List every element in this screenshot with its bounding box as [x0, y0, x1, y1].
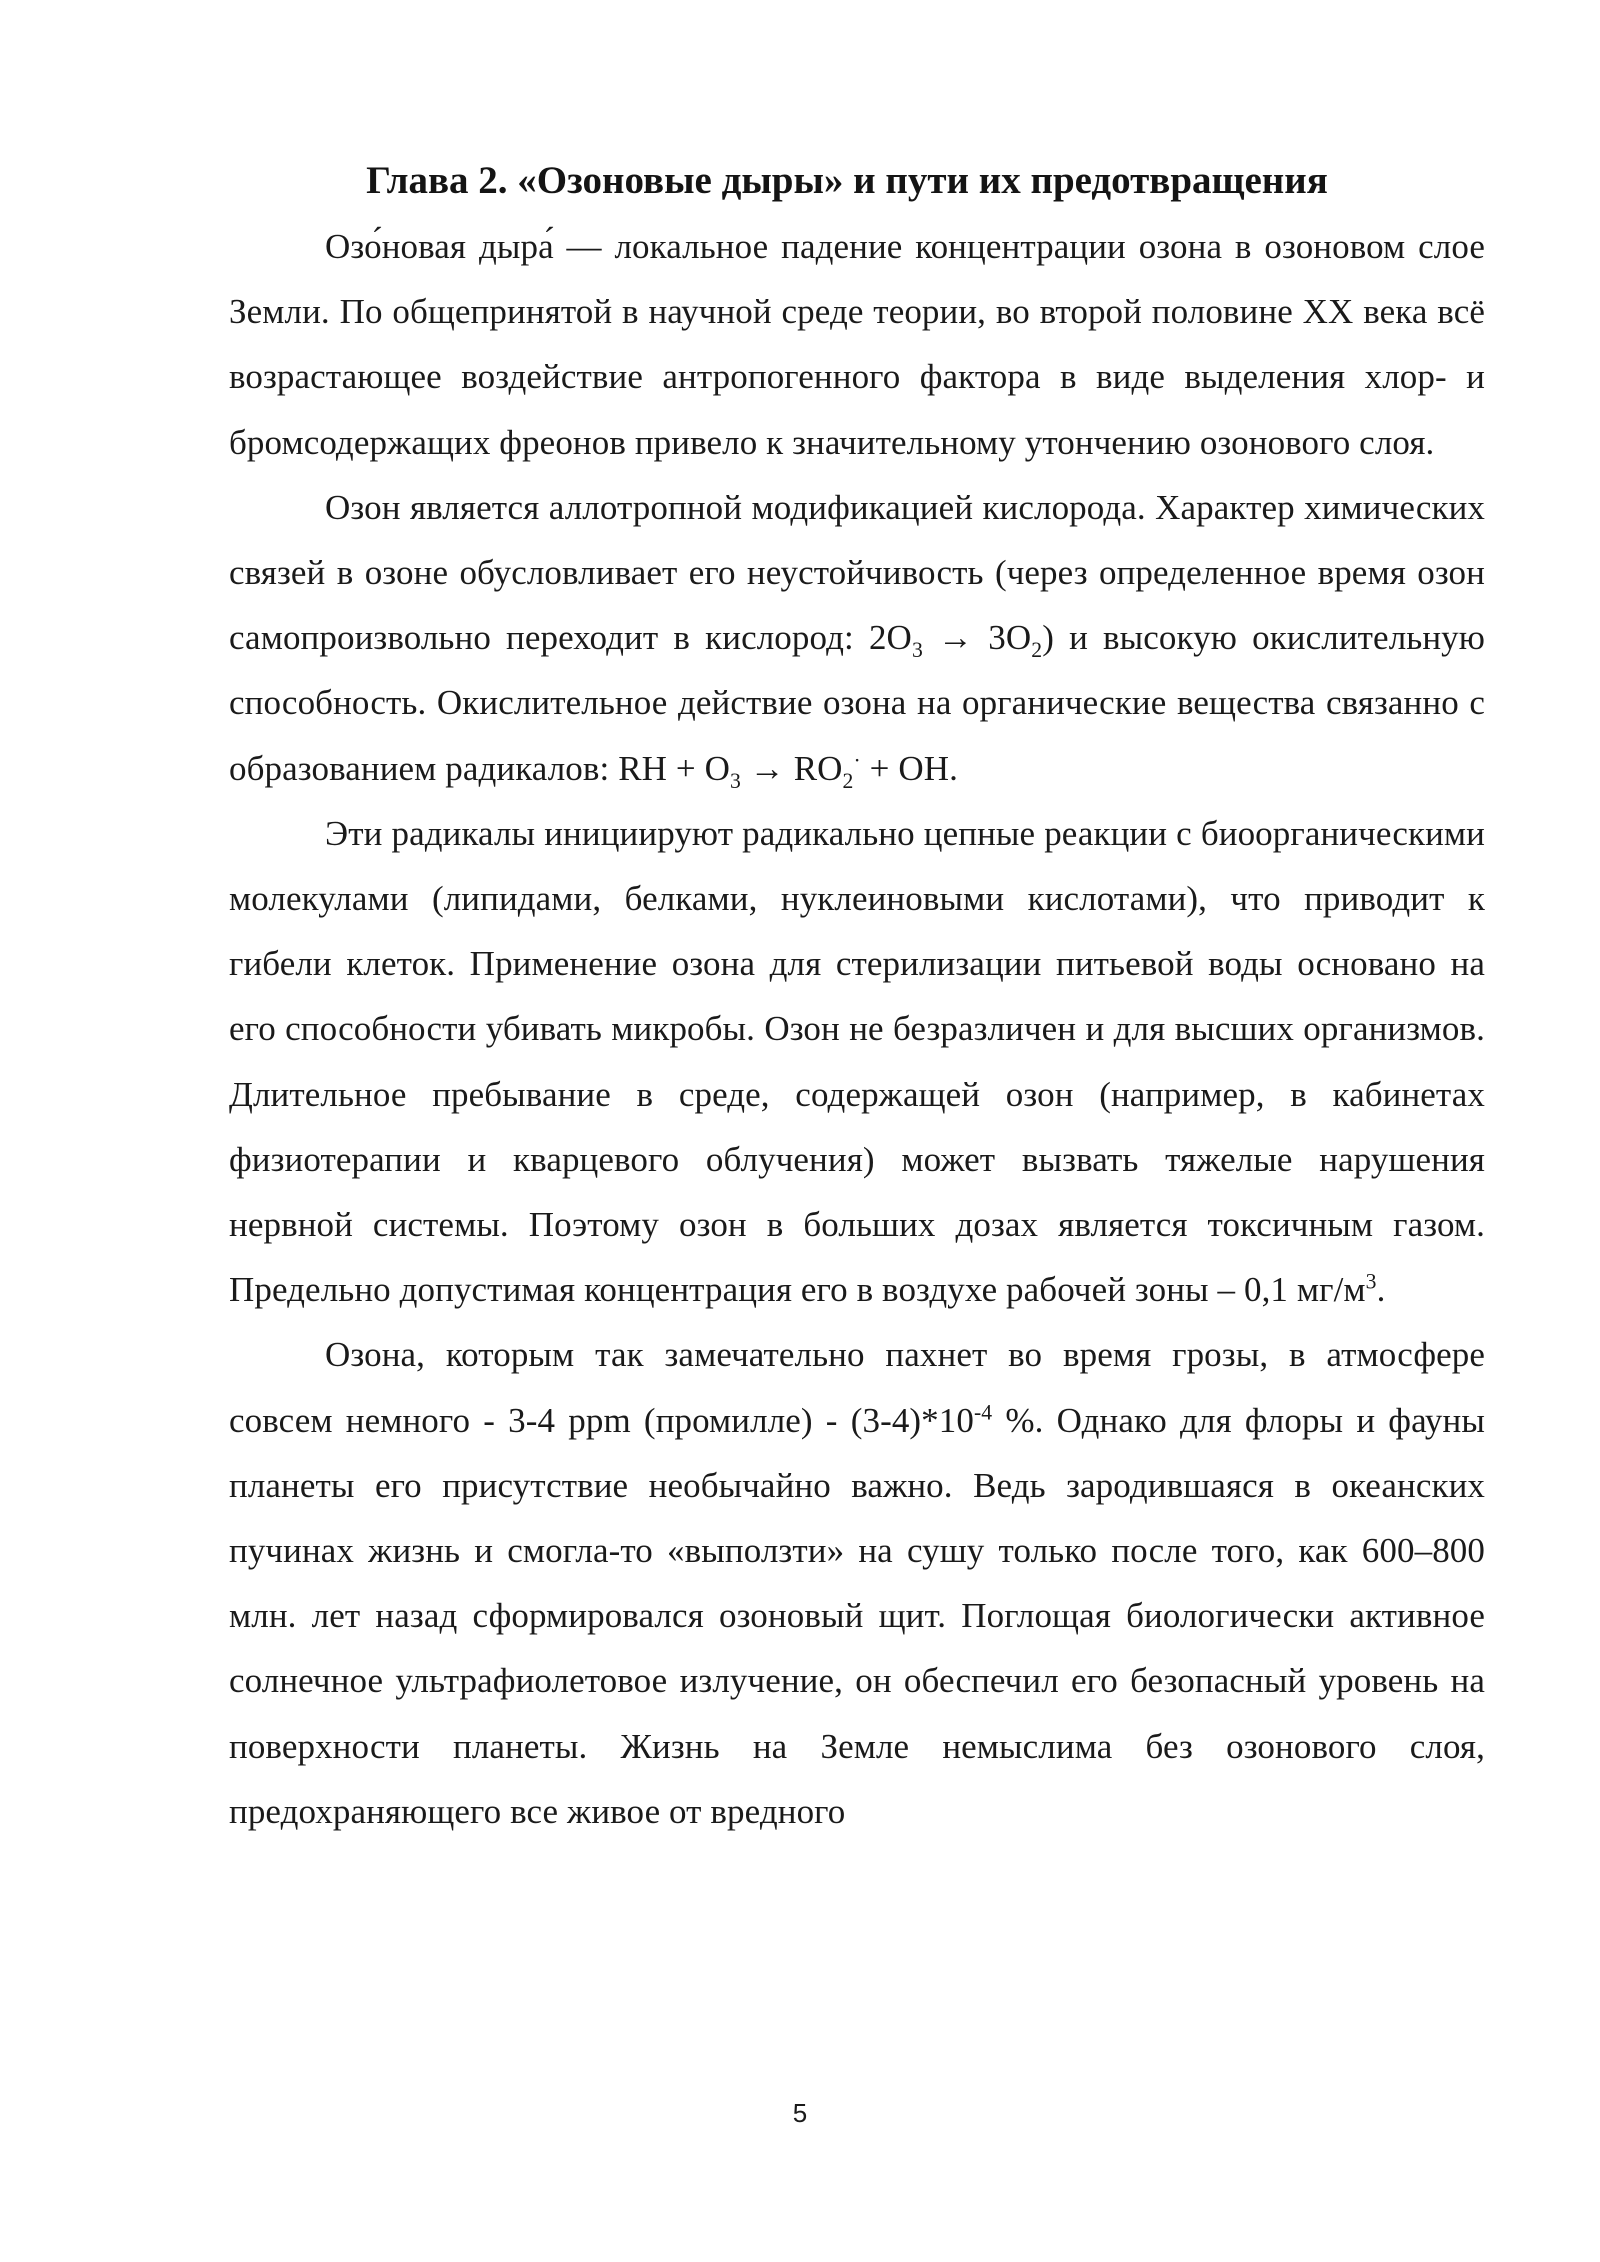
subscript: 3 [911, 638, 923, 663]
paragraph-text: %. Однако для флоры и фауны планеты его присутствие необычайно важно. Ведь зародившаяся в океанских пучинах жизнь и смогла-то «выползти» на сушу только после того, как 600–800 млн. лет назад сформировался озоновый щит. Поглощая биологически активное солнечное ультрафиолетовое излучение, он обеспечил его безопасный уровень на поверхности планеты. Жизнь на Земле немыслима без озонового слоя, предохраняющего все живое от вредного [229, 1400, 1485, 1831]
paragraph-text: ) и высокую окислительную способность. Окислительное действие озона на органические вещества связанно с образованием радикалов: RH + O [229, 618, 1485, 788]
paragraph-text: → 3O [922, 618, 1032, 658]
paragraph-ozone-hole [229, 214, 1485, 475]
paragraph-text: Озо́новая дыра́ — локальное падение концентрации озона в озоновом слое Земли. По общепринятой в научной среде теории, во второй половине XX века всё возрастающее воздействие антропогенного фактора в виде выделения хлор- и бромсодержащих фреонов привело к значительному утончению озонового слоя. [229, 227, 1485, 462]
paragraph-text: → RO [740, 748, 843, 788]
chapter-title: Глава 2. «Озоновые дыры» и пути их предотвращения [366, 159, 1328, 202]
superscript: · [853, 747, 861, 772]
page-content [229, 148, 1485, 1844]
paragraph-text: + OH. [860, 748, 958, 788]
page-number: 5 [792, 2098, 808, 2128]
paragraph-ozone-chemistry [229, 475, 1485, 801]
subscript: 2 [1031, 638, 1043, 663]
paragraph-text: Озона, которым так замечательно пахнет во время грозы, в атмосфере совсем немного - 3-4 ppm (промилле) - (3-4)*10 [229, 1335, 1485, 1440]
superscript: -4 [973, 1400, 993, 1424]
paragraph-radicals [229, 801, 1485, 1323]
paragraph-text: Эти радикалы инициируют радикально цепные реакции с биоорганическими молекулами (липидами, белками, нуклеиновыми кислотами), что приводит к гибели клеток. Применение озона для стерилизации питьевой воды основано на его способности убивать микробы. Озон не безразличен и для высших организмов. Длительное пребывание в среде, содержащей озон (например, в кабинетах физиотерапии и кварцевого облучения) может вызвать тяжелые нарушения нервной системы. Поэтому озон в больших дозах является токсичным газом. Предельно допустимая концентрация его в воздухе рабочей зоны – 0,1 мг/м [229, 813, 1485, 1310]
paragraph-text: Озон является аллотропной модификацией кислорода. Характер химических связей в озоне обусловливает его неустойчивость (через определенное время озон самопроизвольно переходит в кислород: 2O [229, 487, 1485, 658]
subscript: 3 [729, 768, 741, 793]
subscript: 2 [842, 768, 854, 793]
paragraph-text: . [1376, 1270, 1386, 1310]
paragraph-atmosphere [229, 1322, 1485, 1844]
superscript: 3 [1365, 1269, 1377, 1294]
